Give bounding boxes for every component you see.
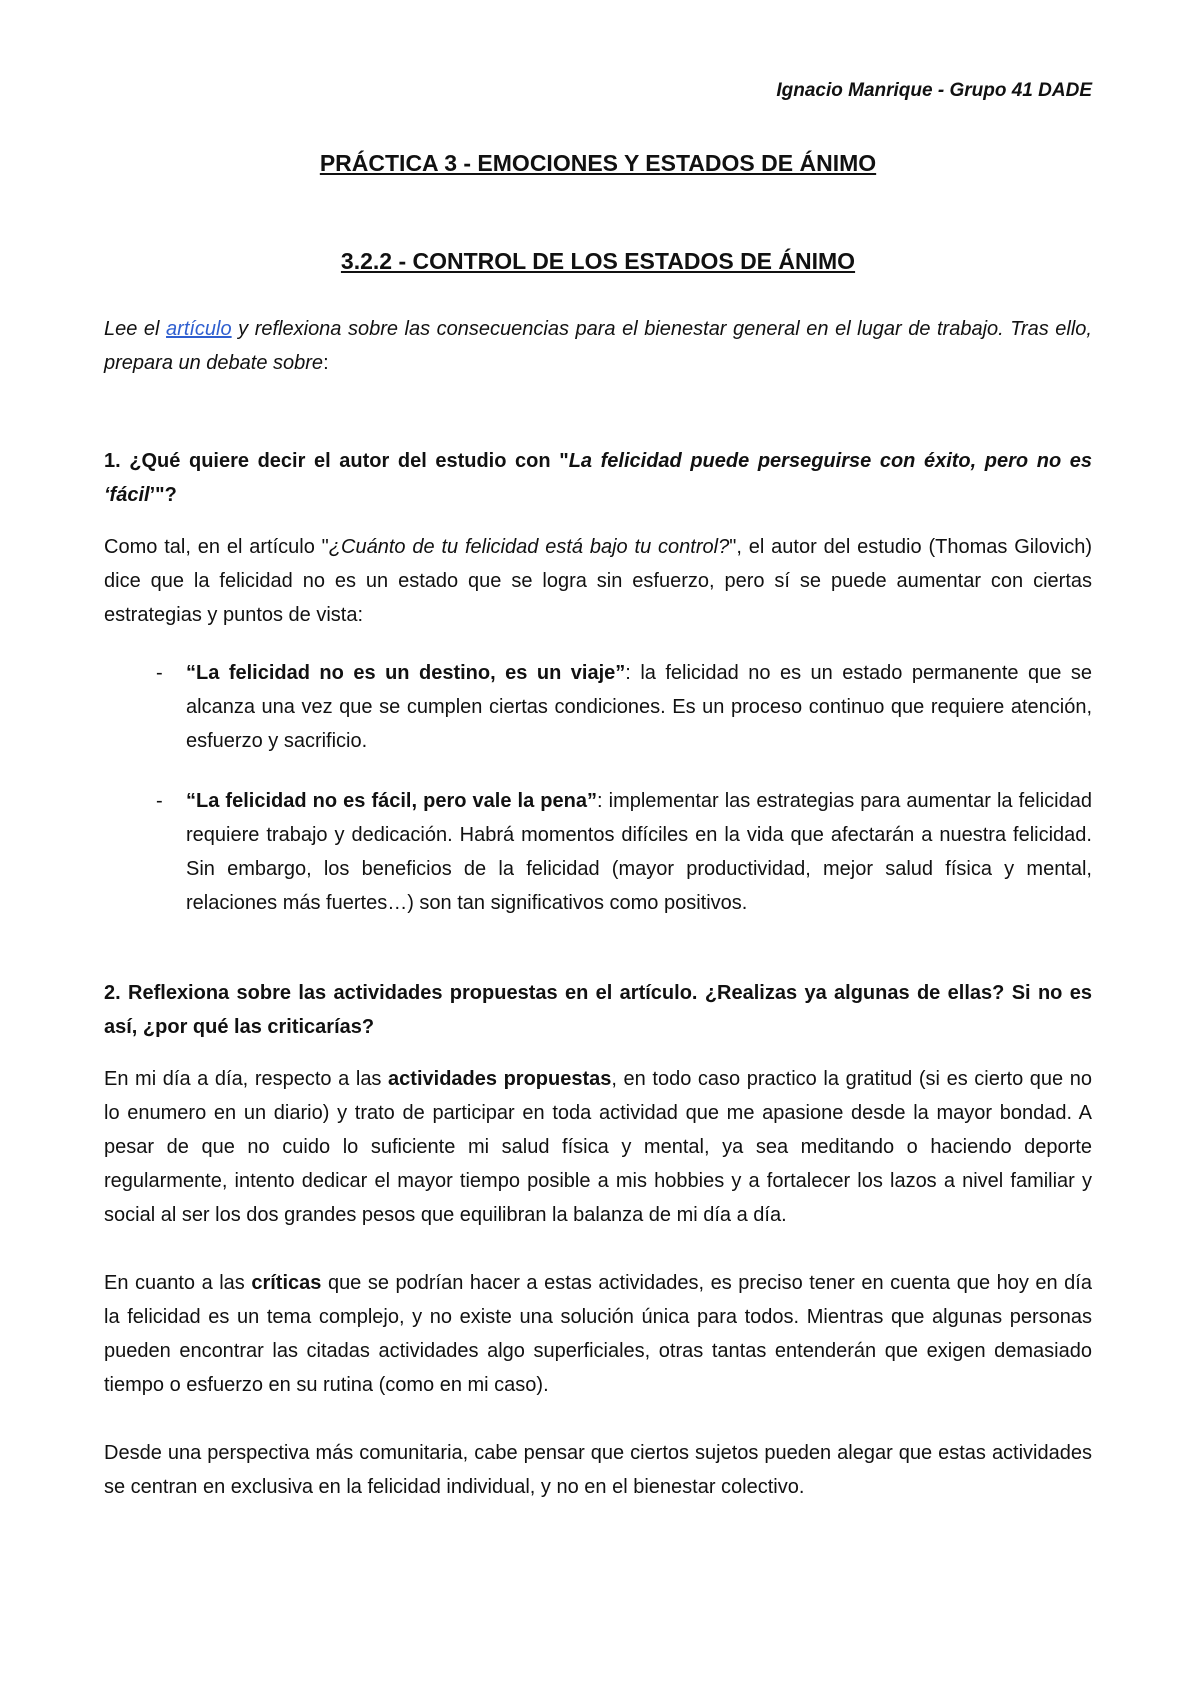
bullet-2-heading: “La felicidad no es fácil, pero vale la pena”: [186, 790, 597, 812]
intro-text-end: y reflexiona sobre las consecuencias para el bienestar general en el lugar de trabajo. Tras ello, prepara un debate sobre: [104, 318, 1092, 374]
bullet-1-heading: “La felicidad no es un destino, es un viaje”: [186, 662, 626, 684]
answer-1-text-end: ", el autor del estudio (Thomas Gilovich) dice que la felicidad no es un estado que se logra sin esfuerzo, pero sí se puede aumentar con ciertas estrategias y puntos de vista:: [104, 536, 1093, 626]
answer-2-paragraph-1: [104, 1062, 1092, 1232]
bullet-dash: -: [156, 790, 163, 812]
answer-2-p1-end: , en todo caso practico la gratitud (si es cierto que no lo enumero en un diario) y trato de participar en toda actividad que me apasione desde la mayor bondad. A pesar de que no cuido lo suficiente mi salud física y mental, ya sea meditando o haciendo deporte regularmente, intento dedicar el mayor tiempo posible a mis hobbies y a fortalecer los lazos a nivel familiar y social al ser los dos grandes pesos que equilibran la balanza de mi día a día.: [104, 1068, 1093, 1226]
list-item: [104, 656, 1092, 758]
answer-2-paragraph-2: [104, 1266, 1092, 1402]
section-title: 3.2.2 - CONTROL DE LOS ESTADOS DE ÁNIMO: [340, 248, 856, 274]
question-1-suffix: ’"?: [149, 484, 177, 506]
intro-text-start: Lee el: [104, 318, 167, 340]
question-1-prefix: 1. ¿Qué quiere decir el autor del estudio con ": [104, 450, 569, 472]
answer-2-p2-start: En cuanto a las: [104, 1272, 252, 1294]
bullet-2-text: : implementar las estrategias para aumentar la felicidad requiere trabajo y dedicación. Habrá momentos difíciles en la vida que afectarán a nuestra felicidad. Sin embargo, los beneficios de la felicidad (mayor productividad, mejor salud física y mental, relaciones más fuertes…) son tan significativos como positivos.: [186, 790, 1092, 914]
answer-1-article-title: ¿Cuánto de tu felicidad está bajo tu control?: [328, 536, 730, 558]
answer-2-p2-bold: críticas: [251, 1272, 322, 1294]
question-1: [104, 444, 1092, 512]
answer-2-p2-end: que se podrían hacer a estas actividades, es preciso tener en cuenta que hoy en día la felicidad es un tema complejo, y no existe una solución única para todos. Mientras que algunas personas pueden encontrar las citadas actividades algo superficiales, otras tantas entenderán que exigen demasiado tiempo o esfuerzo en su rutina (como en mi caso).: [104, 1272, 1092, 1396]
answer-1-paragraph: [104, 530, 1092, 632]
intro-paragraph: [104, 312, 1092, 380]
bullet-list: [104, 656, 1092, 920]
answer-2-p1-bold: actividades propuestas: [388, 1068, 612, 1090]
question-2: 2. Reflexiona sobre las actividades propuestas en el artículo. ¿Realizas ya algunas de ellas? Si no es así, ¿por qué las criticarías?: [104, 982, 1092, 1038]
answer-2-p1-start: En mi día a día, respecto a las: [104, 1068, 389, 1090]
bullet-dash: -: [156, 662, 163, 684]
author-header: Ignacio Manrique - Grupo 41 DADE: [776, 80, 1092, 101]
question-1-quote: La felicidad puede perseguirse con éxito, pero no es ‘fácil: [104, 450, 1092, 506]
intro-colon: :: [323, 352, 329, 374]
bullet-1-text: : la felicidad no es un estado permanente que se alcanza una vez que se cumplen ciertas condiciones. Es un proceso continuo que requiere atención, esfuerzo y sacrificio.: [186, 662, 1093, 752]
answer-1-text-start: Como tal, en el artículo ": [104, 536, 329, 558]
article-link[interactable]: artículo: [166, 318, 232, 340]
answer-2-paragraph-3: Desde una perspectiva más comunitaria, cabe pensar que ciertos sujetos pueden alegar que estas actividades se centran en exclusiva en la felicidad individual, y no en el bienestar colectivo.: [104, 1442, 1092, 1498]
list-item: [104, 784, 1092, 920]
document-title: PRÁCTICA 3 - EMOCIONES Y ESTADOS DE ÁNIMO: [319, 150, 877, 176]
